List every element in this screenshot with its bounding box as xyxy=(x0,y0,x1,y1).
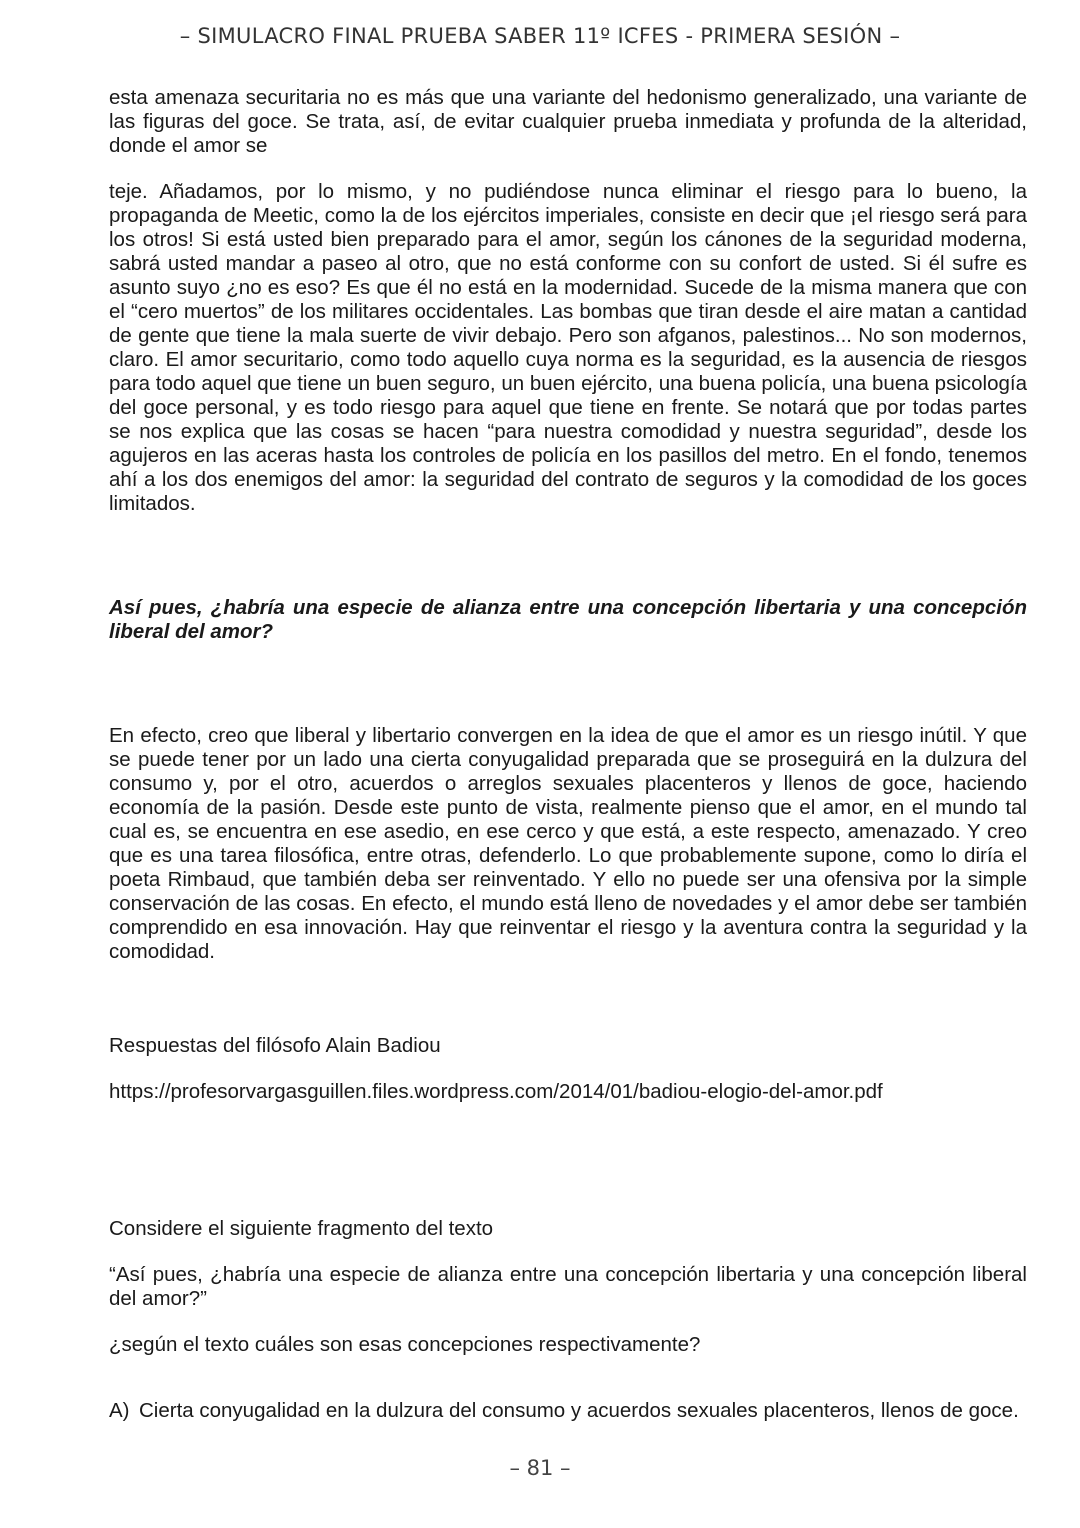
interview-question: Así pues, ¿habría una especie de alianza entre una concepción libertaria y una concepción liberal del amor? xyxy=(109,596,1027,643)
question-quote: “Así pues, ¿habría una especie de alianza entre una concepción libertaria y una concepción liberal del amor?” xyxy=(109,1263,1027,1310)
paragraph-1: esta amenaza securitaria no es más que una variante del hedonismo generalizado, una variante de las figuras del goce. Se trata, así, de evitar cualquier prueba inmediata y profunda de la alteridad, donde el amor se xyxy=(109,86,1027,157)
paragraph-2: teje. Añadamos, por lo mismo, y no pudiéndose nunca eliminar el riesgo para lo bueno, la propaganda de Meetic, como la de los ejércitos imperiales, consiste en decir que ¡el riesgo será para los otros! Si está usted bien preparado para el amor, según los cánones de la seguridad moderna, sabrá usted mandar a paseo al otro, que no está conforme con su confort de usted. Si él sufre es asunto suyo ¿no es eso? Es que él no está en la modernidad. Sucede de la misma manera que con el “cero muertos” de los militares occidentales. Las bombas que tiran desde el aire matan a cantidad de gente que tiene la mala suerte de vivir debajo. Pero son afganos, palestinos... No son modernos, claro. El amor securitario, como todo aquello cuya norma es la seguridad, es la ausencia de riesgos para todo aquel que tiene un buen seguro, un buen ejército, una buena policía, una buena psicología del goce personal, y es todo riesgo para aquel que tiene en frente. Se notará que por todas partes se nos explica que las cosas se hacen “para nuestra comodidad y nuestra seguridad”, desde los agujeros en las aceras hasta los controles de policía en los pasillos del metro. En el fondo, tenemos ahí a los dos enemigos del amor: la seguridad del contrato de seguros y la comodidad de los goces limitados. xyxy=(109,180,1027,515)
option-letter: A) xyxy=(109,1399,130,1422)
paragraph-3: En efecto, creo que liberal y libertario convergen en la idea de que el amor es un riesgo inútil. Y que se puede tener por un lado una cierta conyugalidad preparada que se proseguirá en la dulzura del consumo y, por el otro, acuerdos o arreglos sexuales placenteros y llenos de goce, haciendo economía de la pasión. Desde este punto de vista, realmente pienso que el amor, en el mundo tal cual es, se encuentra en ese asedio, en ese cerco y que está, a este respecto, amenazado. Y creo que es una tarea filosófica, entre otras, defenderlo. Lo que probablemente supone, como lo diría el poeta Rimbaud, que también deba ser reinventado. Y ello no puede ser una ofensiva por la simple conservación de las cosas. En efecto, el mundo está lleno de novedades y el amor debe ser también comprendido en esa innovación. Hay que reinventar el riesgo y la aventura contra la seguridad y la comodidad. xyxy=(109,724,1027,963)
question-ask: ¿según el texto cuáles son esas concepciones respectivamente? xyxy=(109,1333,701,1356)
answer-option-a[interactable] xyxy=(109,1399,1027,1423)
page-number: – 81 – xyxy=(509,1456,571,1480)
source-attribution: Respuestas del filósofo Alain Badiou xyxy=(109,1034,441,1057)
question-prompt: Considere el siguiente fragmento del texto xyxy=(109,1217,494,1240)
document-body xyxy=(109,86,1027,1423)
source-url[interactable]: https://profesorvargasguillen.files.wordpress.com/2014/01/badiou-elogio-del-amor.pdf xyxy=(109,1080,883,1103)
page-header: – SIMULACRO FINAL PRUEBA SABER 11º ICFES - PRIMERA SESIÓN – xyxy=(179,24,901,48)
option-text: Cierta conyugalidad en la dulzura del consumo y acuerdos sexuales placenteros, llenos de goce. xyxy=(139,1399,1019,1422)
